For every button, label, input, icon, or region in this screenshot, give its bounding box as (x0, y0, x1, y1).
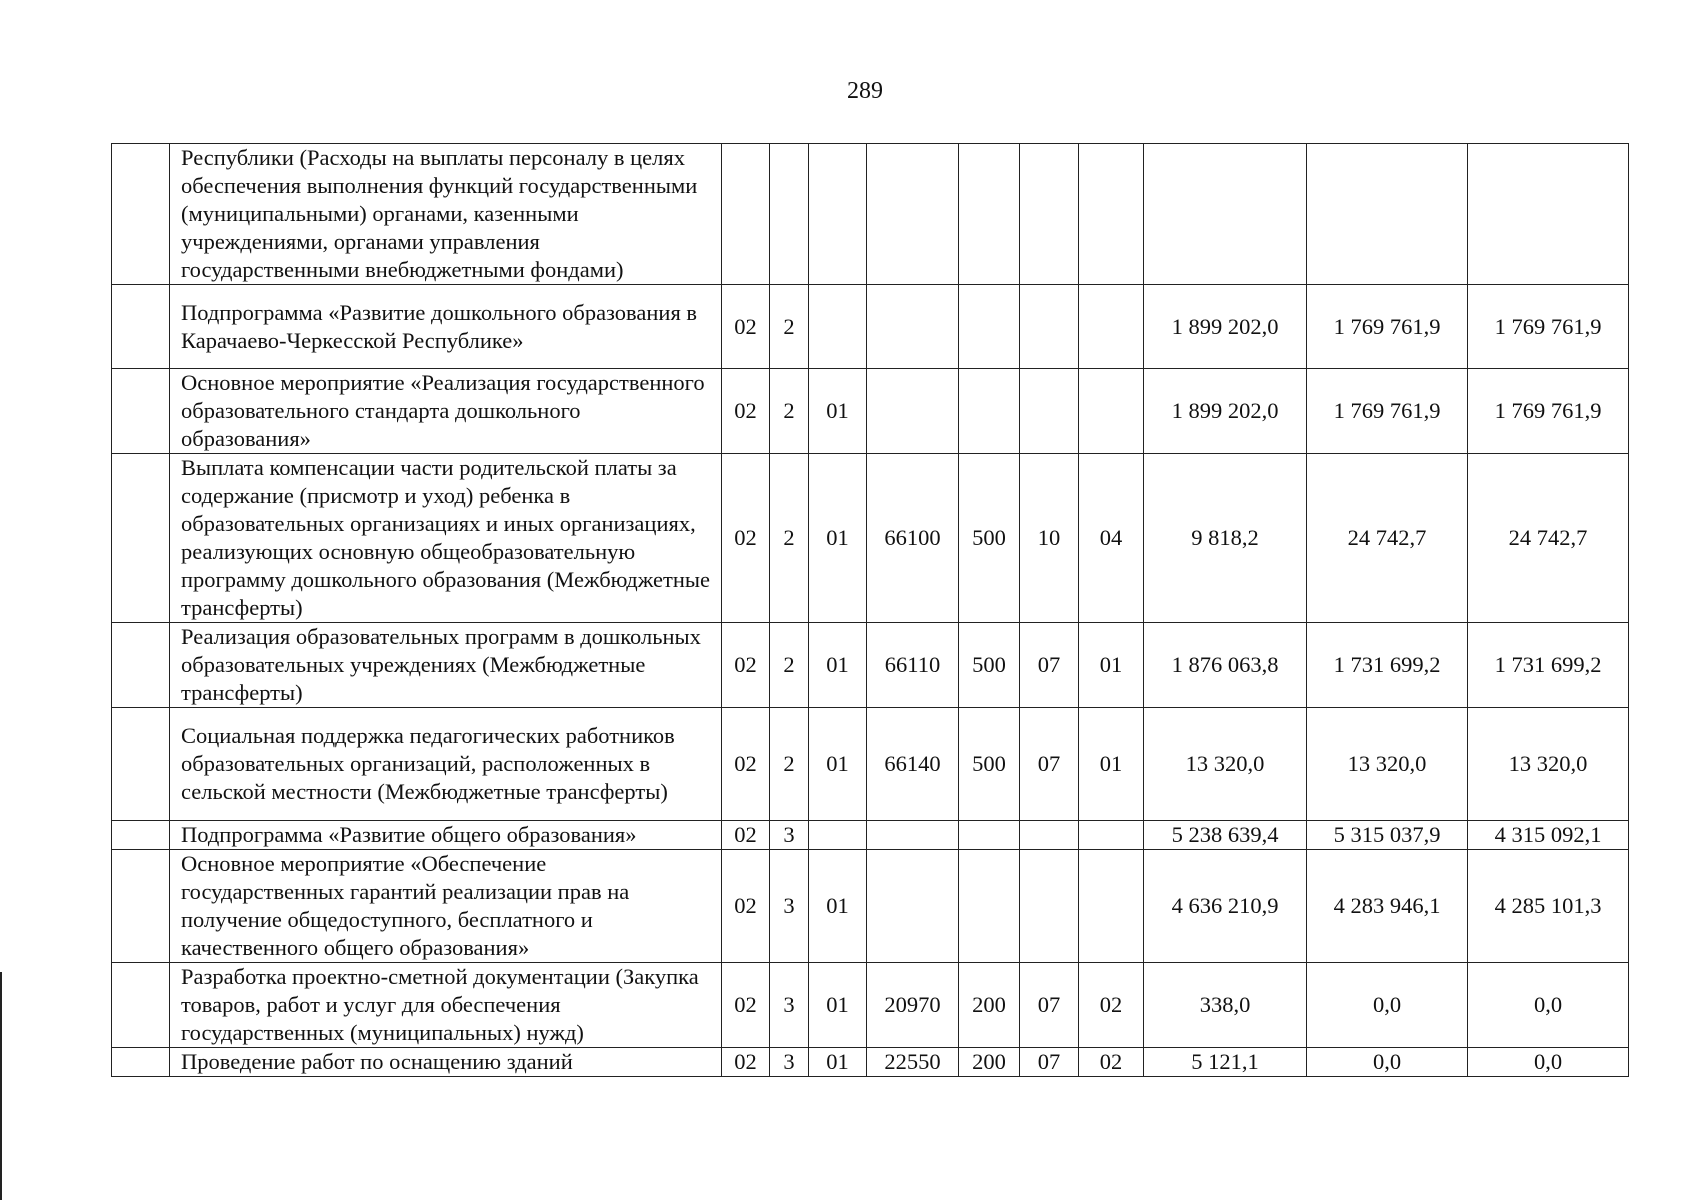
amount-year-2: 5 315 037,9 (1307, 821, 1468, 850)
row-name: Основное мероприятие «Обеспечение государственных гарантий реализации прав на получение общедоступного, бесплатного и качественного общего образования» (170, 850, 722, 963)
row-name: Реализация образовательных программ в дошкольных образовательных учреждениях (Межбюджетные трансферты) (170, 623, 722, 708)
code-program: 02 (722, 1048, 770, 1077)
code-expense-type: 500 (959, 623, 1020, 708)
code-activity: 01 (809, 850, 867, 963)
code-subprogram (770, 144, 809, 285)
page-edge-line (0, 972, 2, 1200)
code-direction (867, 144, 959, 285)
code-direction: 66140 (867, 708, 959, 821)
code-direction (867, 369, 959, 454)
table-row (112, 454, 1629, 623)
table-row (112, 850, 1629, 963)
code-expense-type (959, 144, 1020, 285)
amount-year-1 (1144, 144, 1307, 285)
code-expense-type (959, 285, 1020, 369)
code-subsection: 01 (1079, 708, 1144, 821)
row-number-cell (112, 623, 170, 708)
table-row (112, 369, 1629, 454)
code-activity: 01 (809, 454, 867, 623)
page-number: 289 (847, 78, 883, 104)
row-number-cell (112, 285, 170, 369)
row-name: Подпрограмма «Развитие дошкольного образования в Карачаево-Черкесской Республике» (170, 285, 722, 369)
row-name: Выплата компенсации части родительской платы за содержание (присмотр и уход) ребенка в образовательных организациях и иных организациях, реализующих основную общеобразовательную программу дошкольного образования (Межбюджетные трансферты) (170, 454, 722, 623)
row-number-cell (112, 144, 170, 285)
code-section (1020, 850, 1079, 963)
amount-year-3: 0,0 (1468, 963, 1629, 1048)
amount-year-1: 5 121,1 (1144, 1048, 1307, 1077)
amount-year-2 (1307, 144, 1468, 285)
amount-year-2: 24 742,7 (1307, 454, 1468, 623)
code-program: 02 (722, 454, 770, 623)
amount-year-1: 1 876 063,8 (1144, 623, 1307, 708)
table-row (112, 144, 1629, 285)
code-activity (809, 285, 867, 369)
code-section: 07 (1020, 1048, 1079, 1077)
code-program: 02 (722, 821, 770, 850)
row-number-cell (112, 1048, 170, 1077)
amount-year-2: 0,0 (1307, 963, 1468, 1048)
budget-table (111, 143, 1629, 1077)
amount-year-2: 13 320,0 (1307, 708, 1468, 821)
amount-year-1: 4 636 210,9 (1144, 850, 1307, 963)
code-subsection (1079, 285, 1144, 369)
code-subsection (1079, 821, 1144, 850)
amount-year-3: 4 285 101,3 (1468, 850, 1629, 963)
row-number-cell (112, 454, 170, 623)
amount-year-3: 24 742,7 (1468, 454, 1629, 623)
table-row (112, 1048, 1629, 1077)
code-program: 02 (722, 850, 770, 963)
code-subprogram: 3 (770, 1048, 809, 1077)
table-row (112, 285, 1629, 369)
code-subprogram: 2 (770, 369, 809, 454)
code-subprogram: 2 (770, 454, 809, 623)
code-expense-type: 500 (959, 708, 1020, 821)
amount-year-3: 4 315 092,1 (1468, 821, 1629, 850)
code-section: 07 (1020, 623, 1079, 708)
code-section: 07 (1020, 963, 1079, 1048)
amount-year-3: 13 320,0 (1468, 708, 1629, 821)
code-section (1020, 144, 1079, 285)
code-subprogram: 3 (770, 821, 809, 850)
row-name: Разработка проектно-сметной документации (Закупка товаров, работ и услуг для обеспечения государственных (муниципальных) нужд) (170, 963, 722, 1048)
code-direction: 66110 (867, 623, 959, 708)
code-section (1020, 369, 1079, 454)
code-subprogram: 3 (770, 850, 809, 963)
code-subprogram: 2 (770, 623, 809, 708)
amount-year-2: 4 283 946,1 (1307, 850, 1468, 963)
amount-year-1: 13 320,0 (1144, 708, 1307, 821)
row-name: Проведение работ по оснащению зданий (170, 1048, 722, 1077)
code-program: 02 (722, 369, 770, 454)
code-program (722, 144, 770, 285)
code-direction: 22550 (867, 1048, 959, 1077)
code-direction (867, 850, 959, 963)
row-number-cell (112, 821, 170, 850)
code-expense-type: 200 (959, 1048, 1020, 1077)
row-name: Подпрограмма «Развитие общего образования» (170, 821, 722, 850)
row-number-cell (112, 963, 170, 1048)
code-section: 10 (1020, 454, 1079, 623)
amount-year-3: 0,0 (1468, 1048, 1629, 1077)
code-direction: 66100 (867, 454, 959, 623)
code-program: 02 (722, 708, 770, 821)
code-activity: 01 (809, 623, 867, 708)
table-row (112, 963, 1629, 1048)
amount-year-2: 1 769 761,9 (1307, 285, 1468, 369)
code-subsection: 04 (1079, 454, 1144, 623)
code-section (1020, 821, 1079, 850)
code-program: 02 (722, 623, 770, 708)
amount-year-3: 1 769 761,9 (1468, 369, 1629, 454)
row-name: Социальная поддержка педагогических работников образовательных организаций, расположенных в сельской местности (Межбюджетные трансферты) (170, 708, 722, 821)
amount-year-1: 1 899 202,0 (1144, 285, 1307, 369)
code-subsection (1079, 144, 1144, 285)
amount-year-3: 1 769 761,9 (1468, 285, 1629, 369)
row-name: Основное мероприятие «Реализация государственного образовательного стандарта дошкольного образования» (170, 369, 722, 454)
amount-year-2: 1 731 699,2 (1307, 623, 1468, 708)
code-program: 02 (722, 285, 770, 369)
code-subprogram: 3 (770, 963, 809, 1048)
amount-year-1: 1 899 202,0 (1144, 369, 1307, 454)
row-name: Республики (Расходы на выплаты персоналу в целях обеспечения выполнения функций государственными (муниципальными) органами, казенными учреждениями, органами управления государственными внебюджетными фондами) (170, 144, 722, 285)
amount-year-1: 5 238 639,4 (1144, 821, 1307, 850)
code-subprogram: 2 (770, 285, 809, 369)
row-number-cell (112, 708, 170, 821)
code-expense-type: 500 (959, 454, 1020, 623)
code-expense-type: 200 (959, 963, 1020, 1048)
code-expense-type (959, 821, 1020, 850)
row-number-cell (112, 850, 170, 963)
amount-year-2: 1 769 761,9 (1307, 369, 1468, 454)
code-subsection (1079, 850, 1144, 963)
code-activity: 01 (809, 1048, 867, 1077)
amount-year-1: 338,0 (1144, 963, 1307, 1048)
code-subprogram: 2 (770, 708, 809, 821)
code-program: 02 (722, 963, 770, 1048)
code-subsection: 02 (1079, 963, 1144, 1048)
code-activity: 01 (809, 369, 867, 454)
code-direction (867, 285, 959, 369)
code-expense-type (959, 369, 1020, 454)
code-activity (809, 821, 867, 850)
code-activity: 01 (809, 963, 867, 1048)
row-number-cell (112, 369, 170, 454)
code-subsection (1079, 369, 1144, 454)
code-activity (809, 144, 867, 285)
table-row (112, 821, 1629, 850)
code-subsection: 01 (1079, 623, 1144, 708)
amount-year-2: 0,0 (1307, 1048, 1468, 1077)
code-direction: 20970 (867, 963, 959, 1048)
amount-year-1: 9 818,2 (1144, 454, 1307, 623)
code-expense-type (959, 850, 1020, 963)
code-section (1020, 285, 1079, 369)
code-section: 07 (1020, 708, 1079, 821)
table-row (112, 708, 1629, 821)
code-activity: 01 (809, 708, 867, 821)
amount-year-3: 1 731 699,2 (1468, 623, 1629, 708)
amount-year-3 (1468, 144, 1629, 285)
code-subsection: 02 (1079, 1048, 1144, 1077)
table-row (112, 623, 1629, 708)
code-direction (867, 821, 959, 850)
